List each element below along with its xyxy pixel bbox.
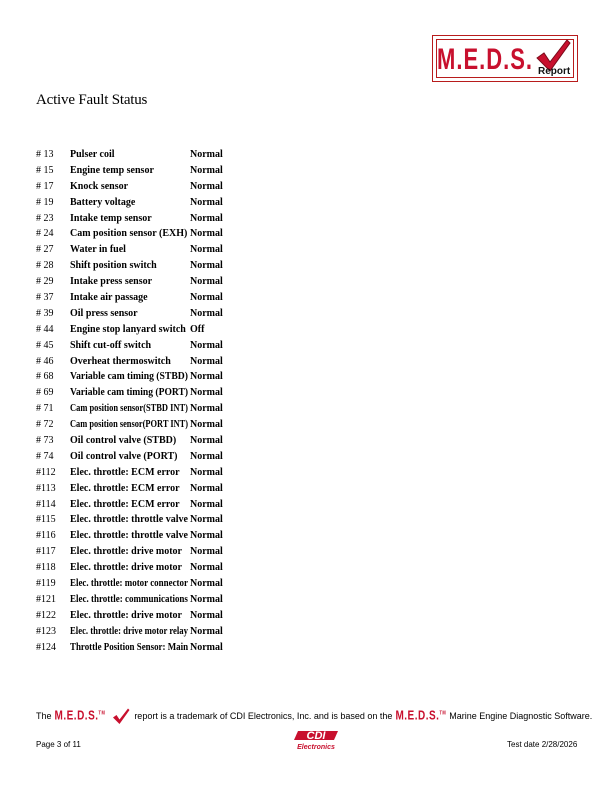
fault-name: Oil control valve (PORT) (70, 450, 178, 462)
fault-name: Intake temp sensor (70, 212, 152, 224)
page-title: Active Fault Status (36, 92, 148, 108)
fault-name: Intake air passage (70, 292, 148, 304)
fault-status: Normal (190, 514, 223, 526)
fault-number: # 39 (36, 307, 54, 319)
fault-name: Variable cam timing (PORT) (70, 387, 189, 399)
fault-name: Engine stop lanyard switch (70, 323, 186, 335)
fault-name: Oil control valve (STBD) (70, 435, 177, 447)
fault-status: Normal (190, 212, 223, 224)
footer-meds-wordmark: M.E.D.S.™ (54, 708, 106, 724)
fault-status: Normal (190, 228, 223, 240)
fault-status: Normal (190, 419, 223, 431)
fault-name: Elec. throttle: communications (70, 593, 188, 605)
fault-status: Normal (190, 292, 223, 304)
fault-name: Throttle Position Sensor: Main (70, 641, 189, 653)
fault-number: #117 (36, 546, 56, 558)
fault-name: Elec. throttle: ECM error (70, 482, 180, 494)
fault-name: Knock sensor (70, 180, 129, 192)
fault-number: # 19 (36, 196, 54, 208)
footer-text-1: report is a trademark of CDI Electronics, Inc. and is based on the (134, 711, 393, 721)
fault-number: # 68 (36, 371, 54, 383)
fault-name: Oil press sensor (70, 307, 138, 319)
fault-number: #118 (36, 562, 56, 574)
fault-status: Normal (190, 530, 223, 542)
fault-name: Water in fuel (70, 244, 126, 256)
fault-number: #122 (36, 609, 56, 621)
fault-name: Cam position sensor (EXH) (70, 228, 188, 240)
meds-report-logo (432, 35, 578, 82)
fault-number: #112 (36, 466, 56, 478)
fault-number: # 74 (36, 450, 54, 462)
logo-wordmark: M.E.D.S. (437, 42, 534, 76)
fault-status: Normal (190, 609, 223, 621)
fault-status: Normal (190, 276, 223, 288)
fault-number: # 44 (36, 323, 54, 335)
fault-number: # 73 (36, 435, 54, 447)
fault-status: Normal (190, 466, 223, 478)
page-number: Page 3 of 11 (36, 740, 81, 749)
fault-number: #119 (36, 578, 56, 590)
fault-number: #121 (36, 593, 56, 605)
fault-status: Normal (190, 244, 223, 256)
fault-status: Normal (190, 498, 223, 510)
fault-name: Elec. throttle: drive motor (70, 546, 182, 558)
fault-status: Normal (190, 593, 223, 605)
fault-status: Normal (190, 578, 223, 590)
fault-number: # 13 (36, 149, 54, 160)
fault-number: # 15 (36, 164, 54, 176)
fault-number: # 45 (36, 339, 54, 351)
test-date: Test date 2/28/2026 (507, 740, 578, 749)
fault-name: Elec. throttle: ECM error (70, 498, 180, 510)
fault-number: # 24 (36, 228, 54, 240)
fault-name: Overheat thermoswitch (70, 355, 171, 367)
fault-status: Normal (190, 149, 223, 160)
fault-name: Intake press sensor (70, 276, 153, 288)
fault-name: Elec. throttle: ECM error (70, 466, 180, 478)
fault-status: Normal (190, 196, 223, 208)
fault-status: Normal (190, 180, 223, 192)
fault-status: Off (190, 323, 205, 335)
fault-number: # 28 (36, 260, 54, 272)
fault-number: # 23 (36, 212, 54, 224)
fault-number: # 37 (36, 292, 54, 304)
fault-number: #116 (36, 530, 56, 542)
fault-status: Normal (190, 562, 223, 574)
fault-number: # 71 (36, 403, 54, 415)
fault-number: # 72 (36, 419, 54, 431)
fault-status: Normal (190, 371, 223, 383)
fault-name: Elec. throttle: throttle valve (70, 514, 188, 526)
fault-number: # 27 (36, 244, 54, 256)
fault-name: Elec. throttle: drive motor (70, 609, 182, 621)
fault-name: Elec. throttle: throttle valve (70, 530, 188, 542)
checkmark-icon (112, 707, 130, 725)
fault-number: # 29 (36, 276, 54, 288)
cdi-logo-text: CDI (306, 730, 326, 742)
footer-text-2: Marine Engine Diagnostic Software. (449, 711, 593, 721)
fault-number: # 69 (36, 387, 54, 399)
fault-name: Elec. throttle: drive motor (70, 562, 182, 574)
fault-name: Shift cut-off switch (70, 339, 152, 351)
fault-status: Normal (190, 403, 223, 415)
fault-number: #123 (36, 625, 56, 637)
fault-name: Shift position switch (70, 260, 157, 272)
fault-number: # 17 (36, 180, 54, 192)
fault-name: Elec. throttle: drive motor relay (70, 625, 189, 637)
fault-status: Normal (190, 482, 223, 494)
fault-status: Normal (190, 450, 223, 462)
fault-number: #113 (36, 482, 56, 494)
cdi-electronics-logo (290, 728, 342, 752)
fault-name: Pulser coil (70, 149, 115, 160)
cdi-logo-subtext: Electronics (297, 744, 335, 751)
footer-the: The (36, 711, 52, 721)
fault-number: #115 (36, 514, 56, 526)
fault-status: Normal (190, 355, 223, 367)
fault-status: Normal (190, 339, 223, 351)
fault-number: #124 (36, 641, 56, 653)
fault-number: # 46 (36, 355, 54, 367)
fault-name: Elec. throttle: motor connector (70, 578, 188, 590)
trademark-notice (36, 707, 592, 725)
fault-name: Cam position sensor(STBD INT) (70, 403, 188, 415)
fault-name: Variable cam timing (STBD) (70, 371, 188, 383)
logo-report-label: Report (538, 66, 571, 77)
fault-name: Engine temp sensor (70, 164, 154, 176)
fault-status: Normal (190, 435, 223, 447)
fault-status: Normal (190, 641, 223, 653)
fault-name: Cam position sensor(PORT INT) (70, 419, 189, 431)
fault-status: Normal (190, 260, 223, 272)
fault-status: Normal (190, 546, 223, 558)
fault-status: Normal (190, 307, 223, 319)
fault-status: Normal (190, 625, 223, 637)
fault-number: #114 (36, 498, 56, 510)
fault-status: Normal (190, 164, 223, 176)
fault-status: Normal (190, 387, 223, 399)
fault-name: Battery voltage (70, 196, 136, 208)
footer-meds-wordmark-2: M.E.D.S.™ (395, 708, 447, 724)
